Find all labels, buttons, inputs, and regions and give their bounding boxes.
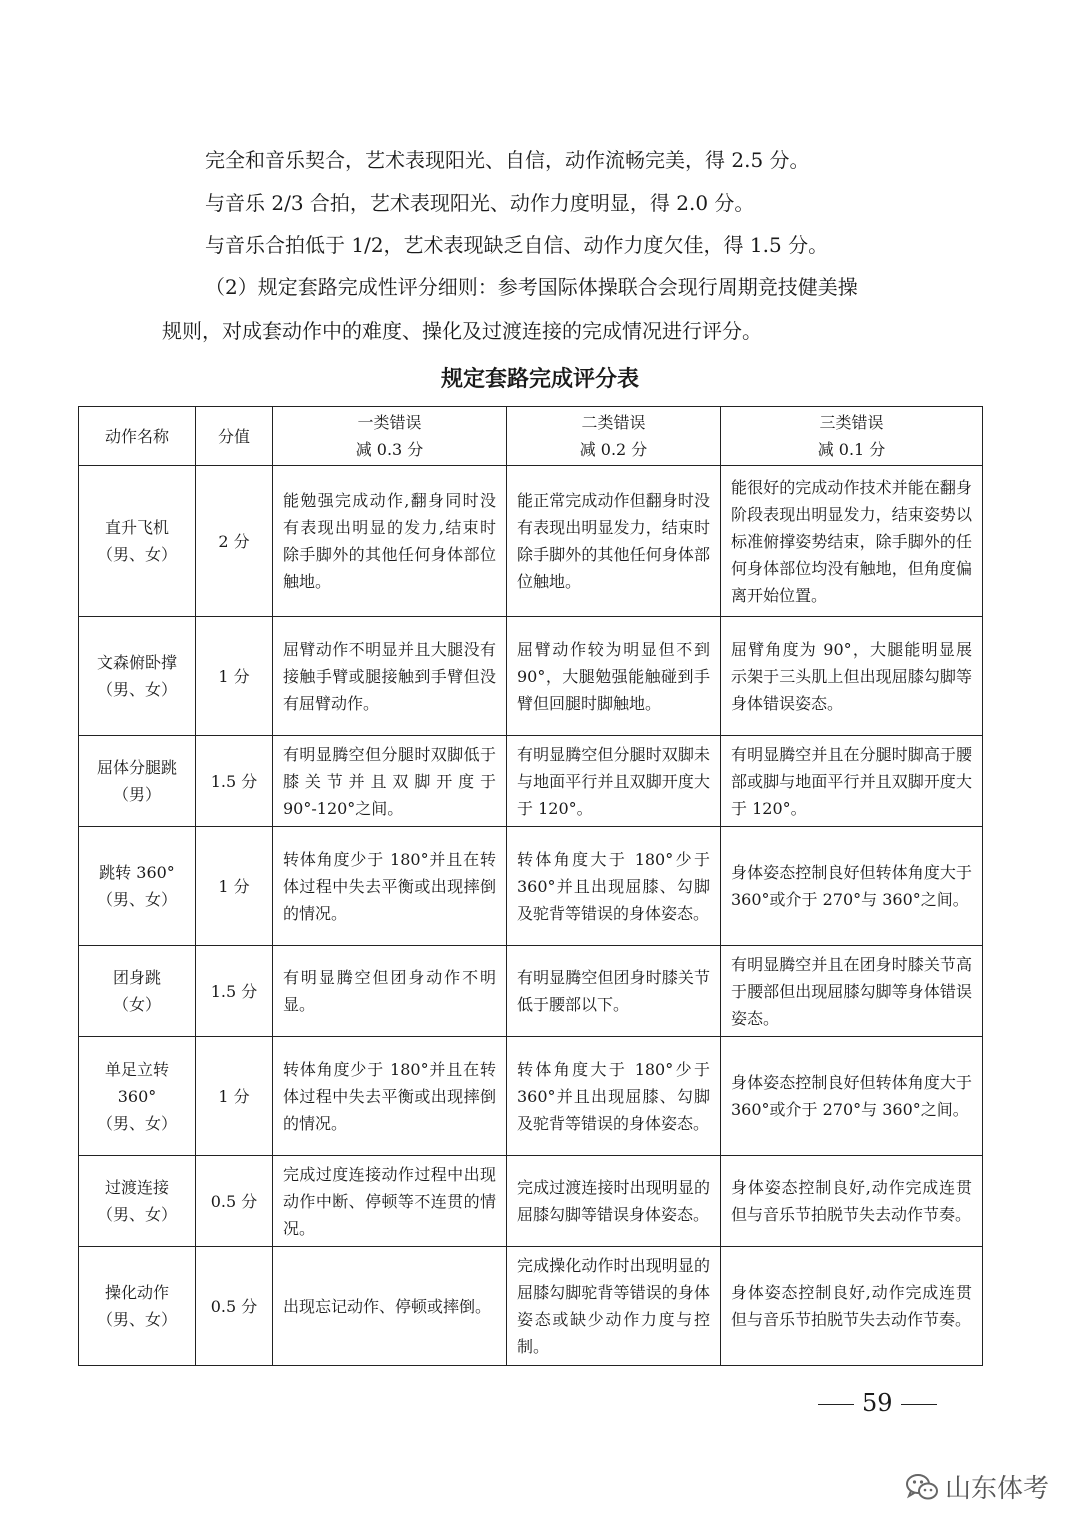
action-gender: （男、女） <box>96 890 177 909</box>
scoring-table <box>78 406 983 1366</box>
header-error-class-1-deduction: 减 0.3 分 <box>355 440 424 459</box>
error-class-2-description: 能正常完成动作但翻身时没有表现出明显发力，结束时除手脚外的其他任何身体部位触地。 <box>507 466 721 617</box>
header-error-class-1 <box>273 407 507 466</box>
error-class-3-description: 身体姿态控制良好但转体角度大于 360°或介于 270°与 360°之间。 <box>721 827 983 946</box>
table-row <box>79 617 983 736</box>
page-number-dash-left <box>818 1404 854 1405</box>
action-name: 直升飞机 <box>104 518 169 537</box>
table-row <box>79 1247 983 1366</box>
header-error-class-3-deduction: 减 0.1 分 <box>817 440 886 459</box>
action-gender: （男、女） <box>96 545 177 564</box>
action-gender: （男、女） <box>96 1113 177 1133</box>
error-class-1-description: 能勉强完成动作,翻身同时没有表现出明显的发力,结束时除手脚外的其他任何身体部位触地。 <box>273 466 507 617</box>
score-value: 1.5 分 <box>196 946 273 1037</box>
paragraph-score-1-5: 与音乐合拍低于 1/2，艺术表现缺乏自信、动作力度欠佳，得 1.5 分。 <box>205 233 829 257</box>
table-title: 规定套路完成评分表 <box>440 367 639 392</box>
header-error-class-3-title: 三类错误 <box>819 413 884 432</box>
score-value: 1 分 <box>196 617 273 736</box>
error-class-3-description: 有明显腾空并且在分腿时脚高于腰部或脚与地面平行并且双脚开度大于 120°。 <box>721 736 983 827</box>
score-value: 2 分 <box>196 466 273 617</box>
paragraph-section-2-heading: （2）规定套路完成性评分细则：参考国际体操联合会现行周期竞技健美操 <box>205 275 858 299</box>
error-class-2-description: 完成操化动作时出现明显的屈膝勾脚驼背等错误的身体姿态或缺少动作力度与控制。 <box>507 1247 721 1366</box>
header-action-name: 动作名称 <box>79 407 196 466</box>
error-class-1-description: 有明显腾空但分腿时双脚低于膝关节并且双脚开度于 90°-120°之间。 <box>273 736 507 827</box>
action-name-cell <box>79 1156 196 1247</box>
table-header-row <box>79 407 983 466</box>
header-error-class-1-title: 一类错误 <box>357 413 422 432</box>
table-row <box>79 946 983 1037</box>
action-gender: （男、女） <box>96 680 177 699</box>
error-class-1-description: 屈臂动作不明显并且大腿没有接触手臂或腿接触到手臂但没有屈臂动作。 <box>273 617 507 736</box>
header-error-class-2-deduction: 减 0.2 分 <box>579 440 648 459</box>
table-row <box>79 1156 983 1247</box>
error-class-1-description: 有明显腾空但团身动作不明显。 <box>273 946 507 1037</box>
error-class-3-description: 身体姿态控制良好但转体角度大于 360°或介于 270°与 360°之间。 <box>721 1037 983 1156</box>
action-gender: （男、女） <box>96 1205 177 1224</box>
paragraph-score-2-0: 与音乐 2/3 合拍，艺术表现阳光、动作力度明显，得 2.0 分。 <box>205 191 755 215</box>
action-name: 屈体分腿跳 <box>96 758 177 777</box>
error-class-2-description: 转体角度大于 180°少于 360°并且出现屈膝、勾脚及驼背等错误的身体姿态。 <box>507 1037 721 1156</box>
error-class-2-description: 转体角度大于 180°少于 360°并且出现屈膝、勾脚及驼背等错误的身体姿态。 <box>507 827 721 946</box>
table-row <box>79 736 983 827</box>
error-class-3-description: 有明显腾空并且在团身时膝关节高于腰部但出现屈膝勾脚等身体错误姿态。 <box>721 946 983 1037</box>
page-number-value: 59 <box>862 1389 893 1417</box>
error-class-3-description: 屈臂角度为 90°，大腿能明显展示架于三头肌上但出现屈膝勾脚等身体错误姿态。 <box>721 617 983 736</box>
action-gender: （男、女） <box>96 1310 177 1329</box>
action-name-cell <box>79 946 196 1037</box>
header-score: 分值 <box>196 407 273 466</box>
action-name-cell <box>79 1037 196 1156</box>
table-row <box>79 466 983 617</box>
score-value: 0.5 分 <box>196 1156 273 1247</box>
watermark-text: 山东体考 <box>945 1474 1050 1504</box>
error-class-2-description: 屈臂动作较为明显但不到 90°，大腿勉强能触碰到手臂但回腿时脚触地。 <box>507 617 721 736</box>
error-class-3-description: 身体姿态控制良好,动作完成连贯但与音乐节拍脱节失去动作节奏。 <box>721 1247 983 1366</box>
error-class-1-description: 转体角度少于 180°并且在转体过程中失去平衡或出现摔倒的情况。 <box>273 1037 507 1156</box>
page-number <box>810 1388 945 1418</box>
action-name: 操化动作 <box>104 1283 169 1302</box>
paragraph-section-2-continued: 规则，对成套动作中的难度、操化及过渡连接的完成情况进行评分。 <box>162 319 762 343</box>
error-class-2-description: 有明显腾空但分腿时双脚未与地面平行并且双脚开度大于 120°。 <box>507 736 721 827</box>
error-class-1-description: 出现忘记动作、停顿或摔倒。 <box>273 1247 507 1366</box>
action-name-cell <box>79 617 196 736</box>
header-error-class-2 <box>507 407 721 466</box>
score-value: 0.5 分 <box>196 1247 273 1366</box>
error-class-2-description: 有明显腾空但团身时膝关节低于腰部以下。 <box>507 946 721 1037</box>
header-error-class-2-title: 二类错误 <box>581 413 646 432</box>
action-name: 单足立转 <box>104 1059 169 1079</box>
header-error-class-3 <box>721 407 983 466</box>
action-name-cell <box>79 1247 196 1366</box>
action-name: 跳转 360° <box>99 863 175 882</box>
action-name-cell <box>79 736 196 827</box>
action-name: 团身跳 <box>112 968 161 987</box>
table-row <box>79 827 983 946</box>
error-class-3-description: 身体姿态控制良好,动作完成连贯但与音乐节拍脱节失去动作节奏。 <box>721 1156 983 1247</box>
action-name-cell <box>79 827 196 946</box>
action-gender: （男） <box>112 785 161 804</box>
error-class-2-description: 完成过渡连接时出现明显的屈膝勾脚等错误身体姿态。 <box>507 1156 721 1247</box>
action-name-degree: 360° <box>117 1086 157 1106</box>
action-name: 过渡连接 <box>104 1178 169 1197</box>
paragraph-score-2-5: 完全和音乐契合，艺术表现阳光、自信，动作流畅完美，得 2.5 分。 <box>205 148 810 172</box>
watermark <box>905 1468 1049 1505</box>
action-name: 文森俯卧撑 <box>96 653 177 672</box>
page-number-dash-right <box>901 1404 937 1405</box>
error-class-1-description: 转体角度少于 180°并且在转体过程中失去平衡或出现摔倒的情况。 <box>273 827 507 946</box>
score-value: 1.5 分 <box>196 736 273 827</box>
action-gender: （女） <box>112 995 161 1014</box>
error-class-3-description: 能很好的完成动作技术并能在翻身阶段表现出明显发力，结束姿势以标准俯撑姿势结束，除手脚外的任何身体部位均没有触地，但角度偏离开始位置。 <box>721 466 983 617</box>
score-value: 1 分 <box>196 1037 273 1156</box>
table-row <box>79 1037 983 1156</box>
score-value: 1 分 <box>196 827 273 946</box>
action-name-cell <box>79 466 196 617</box>
error-class-1-description: 完成过度连接动作过程中出现动作中断、停顿等不连贯的情况。 <box>273 1156 507 1247</box>
wechat-icon <box>905 1472 939 1502</box>
